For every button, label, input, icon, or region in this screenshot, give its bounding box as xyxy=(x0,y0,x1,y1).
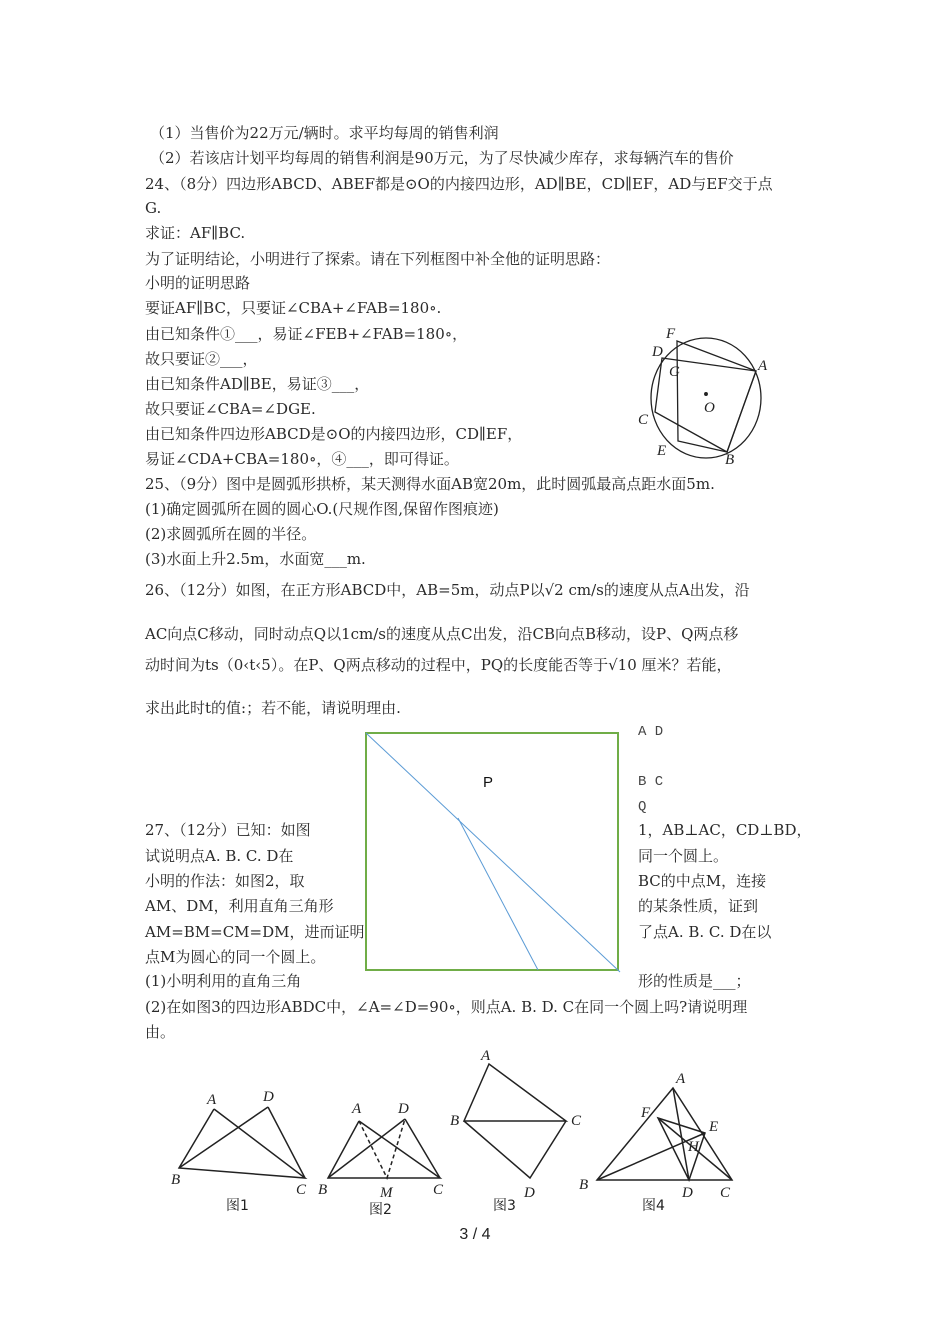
fig3 xyxy=(464,1064,566,1178)
q26-square-figure xyxy=(366,733,620,972)
fig1 xyxy=(179,1107,305,1178)
q27-left-2: 小明的作法：如图2，取 xyxy=(145,872,305,890)
q26-line2: AC向点C移动，同时动点Q以1cm/s的速度从点C出发，沿CB向点B移动，设P、Q两点移 xyxy=(145,625,739,643)
q25-line1: 25、（9分）图中是圆弧形拱桥，某天测得水面AB宽20m，此时圆弧最高点距水面5m. xyxy=(145,475,715,493)
fig3-label-d: D xyxy=(524,1185,535,1201)
q27-right-1: 同一个圆上。 xyxy=(638,847,729,865)
fig3-label-b: B xyxy=(450,1113,460,1129)
q24-line6: 要证AF∥BC，只要证∠CBA+∠FAB=180∘. xyxy=(145,299,442,317)
fig4-caption: 图4 xyxy=(642,1198,665,1214)
fig2-label-m: M xyxy=(380,1185,393,1201)
q25-line2: (1)确定圆弧所在圆的圆心O.(尺规作图,保留作图痕迹) xyxy=(145,500,499,518)
q27-right-3: 的某条性质，证到 xyxy=(638,897,759,915)
q24-line8: 故只要证②___， xyxy=(145,350,258,368)
fig3-label-c: C xyxy=(571,1113,582,1129)
q23-part2: （2）若该店计划平均每周的销售利润是90万元，为了尽快减少库存，求每辆汽车的售价 xyxy=(150,149,734,167)
fig4-label-c: C xyxy=(720,1185,731,1201)
page-number: 3 / 4 xyxy=(459,1226,491,1243)
fig4-label-e: E xyxy=(709,1119,719,1135)
fig1-label-b: B xyxy=(171,1172,181,1188)
label-c: C xyxy=(638,412,649,428)
label-a: A xyxy=(758,358,768,374)
q24-circle-figure xyxy=(651,338,761,458)
q27-left-5: 点M为圆心的同一个圆上。 xyxy=(145,948,326,966)
q24-line10: 故只要证∠CBA=∠DGE. xyxy=(145,400,316,418)
fig1-label-c: C xyxy=(296,1182,307,1198)
label-f: F xyxy=(666,326,676,342)
label-e: E xyxy=(657,443,667,459)
fig1-label-a: A xyxy=(207,1092,217,1108)
label-o: O xyxy=(704,400,715,416)
q24-line7: 由已知条件①___，易证∠FEB+∠FAB=180∘， xyxy=(145,325,468,343)
q24-line5: 小明的证明思路 xyxy=(145,274,251,292)
q27-left-6: (1)小明利用的直角三角 xyxy=(145,972,302,990)
fig2-label-a: A xyxy=(352,1101,362,1117)
label-b: B xyxy=(725,452,735,468)
q27-left-3: AM、DM，利用直角三角形 xyxy=(145,897,334,915)
fig-label-bc: B C xyxy=(638,774,664,790)
label-d: D xyxy=(652,344,663,360)
q24-line2: G. xyxy=(145,199,162,217)
q27-right-4: 了点A. B. C. D在以 xyxy=(638,923,772,941)
q24-line9: 由已知条件AD∥BE，易证③___， xyxy=(145,375,370,393)
fig4-label-h: H xyxy=(688,1139,699,1155)
fig-label-q: Q xyxy=(638,799,647,815)
q24-line4: 为了证明结论，小明进行了探索。请在下列框图中补全他的证明思路： xyxy=(145,250,611,268)
center-dot xyxy=(705,393,708,396)
q27-right-2: BC的中点M，连接 xyxy=(638,872,767,890)
q24-line12: 易证∠CDA+CBA=180∘，④___，即可得证。 xyxy=(145,450,459,468)
diagonal-ac xyxy=(366,733,620,972)
q26-line4: 求出此时t的值:；若不能，请说明理由. xyxy=(145,699,401,717)
segment-pq xyxy=(458,818,538,970)
q24-line1: 24、（8分）四边形ABCD、ABEF都是⊙O的内接四边形，AD∥BE，CD∥EF，AD与EF交于点 xyxy=(145,175,773,193)
q25-line3: (2)求圆弧所在圆的半径。 xyxy=(145,525,317,543)
fig4-label-a: A xyxy=(676,1071,686,1087)
q24-line3: 求证：AF∥BC. xyxy=(145,224,246,242)
q27-right-6: 形的性质是___； xyxy=(638,972,751,990)
q26-line3: 动时间为ts（0‹t‹5）。在P、Q两点移动的过程中，PQ的长度能否等于√10 厘米？若能， xyxy=(145,656,732,674)
q27-left-1: 试说明点A. B. C. D在 xyxy=(145,847,294,865)
fig4-label-b: B xyxy=(579,1177,589,1193)
fig1-label-d: D xyxy=(263,1089,274,1105)
q26-line1: 26、（12分）如图，在正方形ABCD中，AB=5m，动点P以√2 cm/s的速度从点A出发，沿 xyxy=(145,581,750,599)
q27-left-0: 27、（12分）已知：如图 xyxy=(145,821,311,839)
fig4-label-f: F xyxy=(641,1105,651,1121)
fig4-label-d: D xyxy=(682,1185,693,1201)
q27-line8: (2)在如图3的四边形ABDC中，∠A=∠D=90∘，则点A. B. D. C在同一个圆上吗?请说明理 xyxy=(145,998,748,1016)
fig3-label-a: A xyxy=(481,1048,491,1064)
q25-line4: (3)水面上升2.5m，水面宽___m. xyxy=(145,550,366,568)
fig2 xyxy=(328,1119,440,1178)
fig3-caption: 图3 xyxy=(493,1198,516,1214)
fig2-label-d: D xyxy=(398,1101,409,1117)
q24-line11: 由已知条件四边形ABCD是⊙O的内接四边形，CD∥EF， xyxy=(145,425,523,443)
q27-line9: 由。 xyxy=(145,1023,176,1041)
label-g: G xyxy=(669,364,680,380)
quad-abef xyxy=(677,341,756,452)
fig2-label-c: C xyxy=(433,1182,444,1198)
q23-part1: （1）当售价为22万元/辆时。求平均每周的销售利润 xyxy=(150,124,499,142)
fig-label-ad: A D xyxy=(638,724,664,740)
q27-left-4: AM=BM=CM=DM，进而证明 xyxy=(145,923,365,941)
q27-right-0: 1，AB⊥AC，CD⊥BD， xyxy=(638,821,812,839)
fig2-label-b: B xyxy=(318,1182,328,1198)
fig-label-p: P xyxy=(483,774,494,791)
fig2-caption: 图2 xyxy=(369,1202,392,1218)
fig1-caption: 图1 xyxy=(226,1198,249,1214)
